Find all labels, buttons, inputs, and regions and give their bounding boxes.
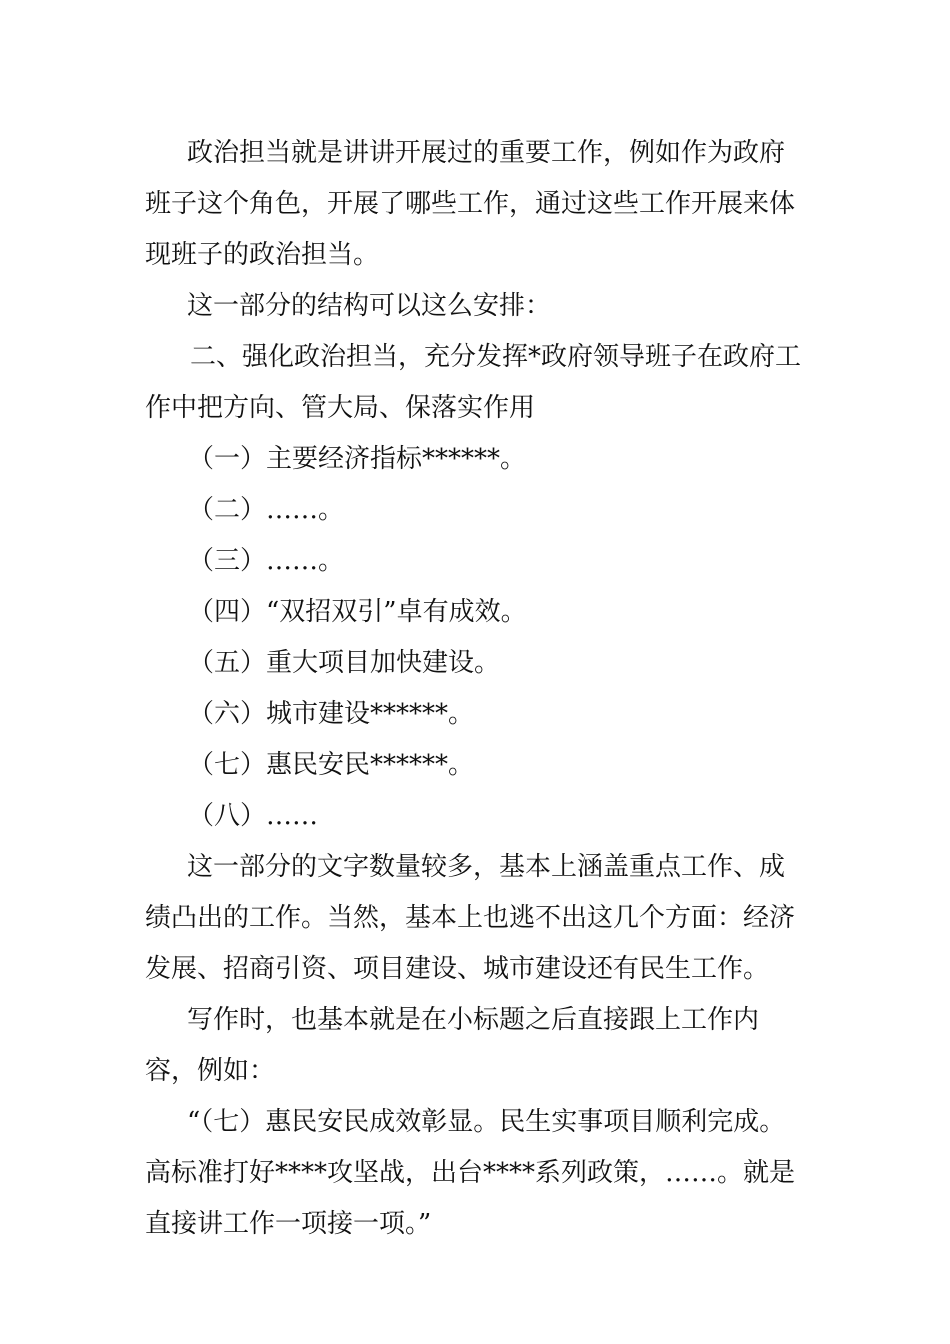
list-item-six: （六）城市建设******。 [188, 699, 475, 729]
paragraph-content-volume: 这一部分的文字数量较多，基本上涵盖重点工作、成绩凸出的工作。当然，基本上也逃不出这几个方面：经济发展、招商引资、项目建设、城市建设还有民生工作。 [145, 852, 796, 984]
list-item-three: （三）……。 [188, 546, 345, 576]
paragraph-political-responsibility: 政治担当就是讲讲开展过的重要工作，例如作为政府班子这个角色，开展了哪些工作，通过这些工作开展来体现班子的政治担当。 [145, 138, 796, 270]
list-item-seven: （七）惠民安民******。 [188, 750, 475, 780]
list-item-one: （一）主要经济指标******。 [188, 444, 527, 474]
section-heading-two: 二、强化政治担当，充分发挥*政府领导班子在政府工作中把方向、管大局、保落实作用 [145, 342, 802, 423]
document-body [145, 128, 810, 1250]
paragraph-example-quote: “（七）惠民安民成效彰显。民生实事项目顺利完成。高标准打好****攻坚战，出台****系列政策，……。就是直接讲工作一项接一项。” [145, 1107, 796, 1239]
list-item-four: （四）“双招双引”卓有成效。 [188, 597, 527, 627]
list-item-five: （五）重大项目加快建设。 [188, 648, 501, 678]
paragraph-structure-intro: 这一部分的结构可以这么安排： [187, 291, 552, 321]
paragraph-writing-method: 写作时，也基本就是在小标题之后直接跟上工作内容，例如： [145, 1005, 760, 1086]
list-item-eight: （八）…… [188, 801, 319, 831]
list-item-two: （二）……。 [188, 495, 345, 525]
